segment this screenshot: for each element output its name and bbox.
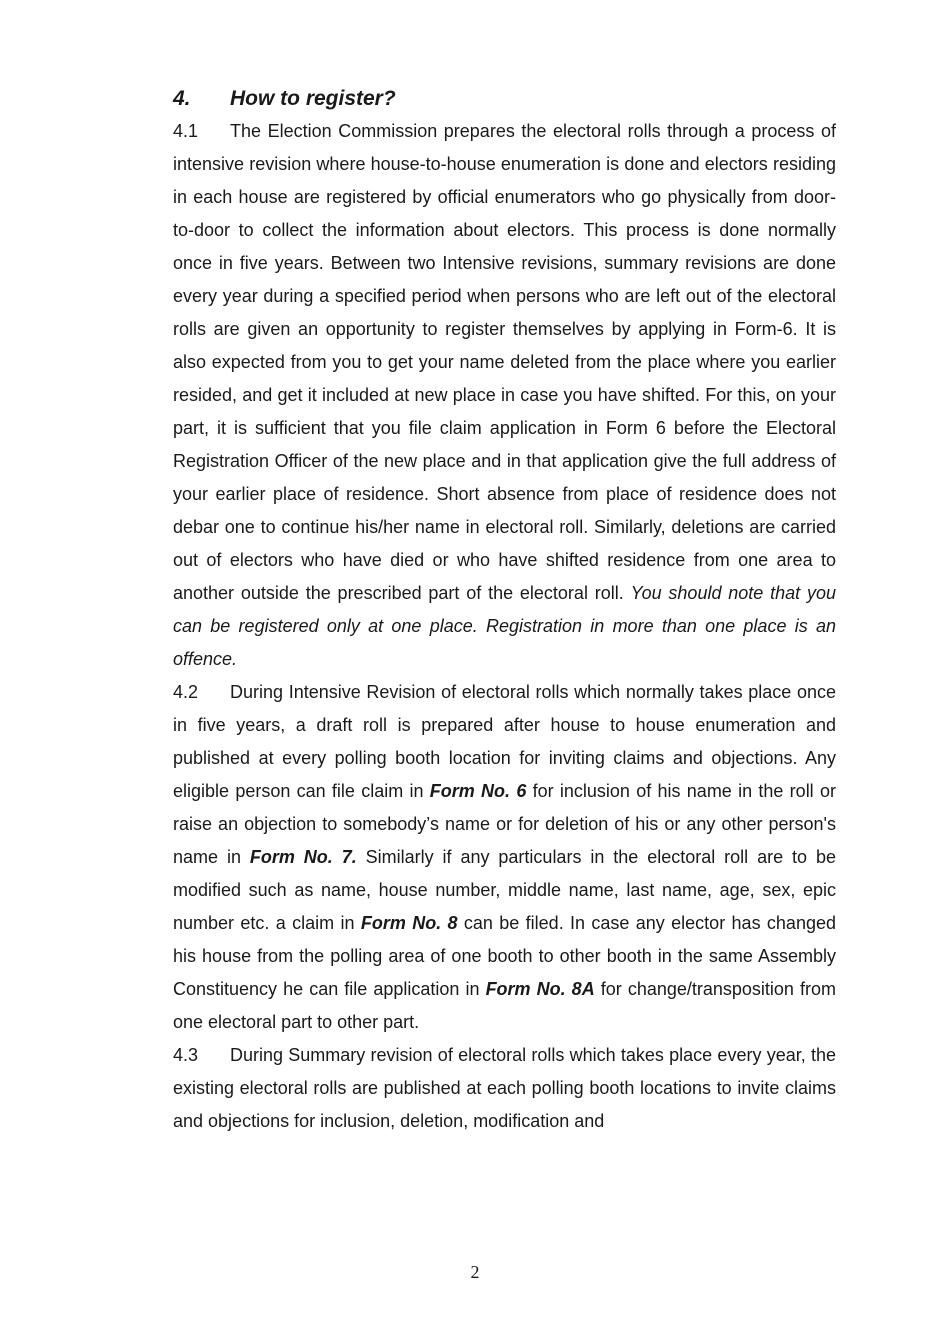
paragraph-text: The Election Commission prepares the electoral rolls through a process of intensive revision where house-to-house enumeration is done and electors residing in each house are registered by official enumerators who go physically from door-to-door to collect the information about electors. This process is done normally once in five years. Between two Intensive revisions, summary revisions are done every year during a specified period when persons who are left out of the electoral rolls are given an opportunity to register themselves by applying in Form-6. It is also expected from you to get your name deleted from the place where you earlier resided, and get it included at new place in case you have shifted. For this, on your part, it is sufficient that you file claim application in Form 6 before the Electoral Registration Officer of the new place and in that application give the full address of your earlier place of residence. Short absence from place of residence does not debar one to continue his/her name in electoral roll. Similarly, deletions are carried out of electors who have died or who have shifted residence from one area to another outside the prescribed part of the electoral roll.	[173, 121, 836, 603]
section-heading	[173, 82, 836, 115]
paragraph-4-1	[173, 115, 836, 676]
paragraph-text: for inclusion of his name in the roll or raise an objection to somebody’s name or for deletion of his or any other person's name in	[173, 781, 836, 867]
paragraph-4-2	[173, 676, 836, 1039]
paragraph-number: 4.2	[173, 682, 199, 702]
form-reference-7: Form No. 7.	[249, 847, 357, 867]
form-reference-8a: Form No. 8A	[485, 979, 595, 999]
paragraph-text: for change/transposition from one electoral part to other part.	[173, 979, 837, 1032]
paragraph-text: During Intensive Revision of electoral rolls which normally takes place once in five years, a draft roll is prepared after house to house enumeration and published at every polling booth location for inviting claims and objections. Any eligible person can file claim in	[173, 682, 836, 801]
page-number: 2	[470, 1262, 480, 1282]
section-number: 4.	[173, 87, 191, 110]
paragraph-text: can be filed. In case any elector has changed his house from the polling area of one booth to other booth in the same Assembly Constituency he can file application in	[173, 913, 836, 999]
section-title: How to register?	[230, 87, 396, 110]
paragraph-text: Similarly if any particulars in the electoral roll are to be modified such as name, house number, middle name, last name, age, sex, epic number etc. a claim in	[173, 847, 836, 933]
paragraph-number: 4.3	[173, 1045, 199, 1065]
paragraph-number: 4.1	[173, 121, 199, 141]
paragraph-4-3	[173, 1039, 836, 1138]
form-reference-6: Form No. 6	[429, 781, 527, 801]
form-reference-8: Form No. 8	[360, 913, 458, 933]
document-body	[173, 82, 836, 1138]
paragraph-italic-note: You should note that you can be registered only at one place. Registration in more than one place is an offence.	[173, 583, 836, 669]
paragraph-text: During Summary revision of electoral rolls which takes place every year, the existing electoral rolls are published at each polling booth locations to invite claims and objections for inclusion, deletion, modification and	[173, 1045, 836, 1131]
